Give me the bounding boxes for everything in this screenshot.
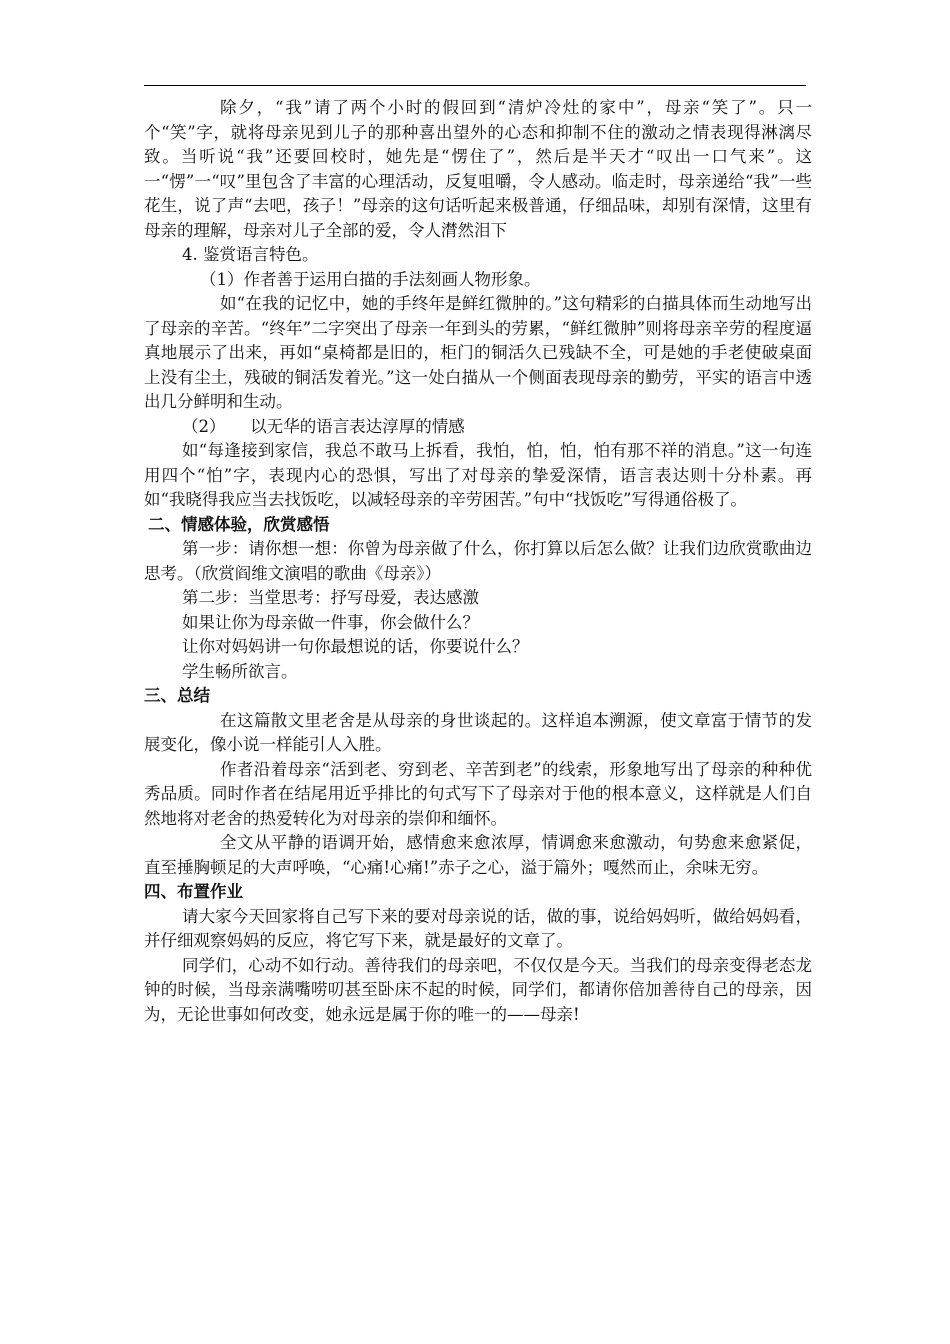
paragraph-simple-language-example: 如“每逢接到家信，我总不敢马上拆看，我怕，怕，怕，怕有那不祥的消息。”这一句连用四个“怕”字，表现内心的恐惧，写出了对母亲的挚爱深情，语言表达则十分朴素。再如“我晓得我应当去找饭吃，以减轻母亲的辛劳困苦。”句中“找饭吃”写得通俗极了。 <box>144 441 812 509</box>
question-two: 让你对妈妈讲一句你最想说的话，你要说什么？ <box>182 637 529 656</box>
subitem-2-simple-language: （2） 以无华的语言表达淳厚的情感 <box>182 416 465 436</box>
section-heading-homework: 四、布置作业 <box>144 882 243 901</box>
header-rule <box>144 85 806 86</box>
paragraph-students-speak: 学生畅所欲言。 <box>182 661 298 681</box>
section-heading-summary: 三、总结 <box>144 686 210 705</box>
paragraph-homework-2: 同学们，心动不如行动。善待我们的母亲吧，不仅仅是今天。当我们的母亲变得老态龙钟的时候，当母亲满嘴唠叨甚至卧床不起的时候，同学们，都请你倍加善待自己的母亲，因为，无论世事如何改变，她永远是属于你的唯一的——母亲! <box>144 955 812 1024</box>
paragraph-homework-1: 请大家今天回家将自己写下来的要对母亲说的话，做的事，说给妈妈听，做给妈妈看，并仔细观察妈妈的反应，将它写下来，就是最好的文章了。 <box>144 906 812 950</box>
paragraph-step-one: 第一步：请你想一想：你曾为母亲做了什么，你打算以后怎么做？让我们边欣赏歌曲边思考。（欣赏阎维文演唱的歌曲《母亲》） <box>144 539 812 583</box>
section-heading-emotional-experience: 二、情感体验，欣赏感悟 <box>148 514 330 534</box>
paragraph-mother-smile: 除夕，“我”请了两个小时的假回到“清炉冷灶的家中”，母亲“笑了”。只一个“笑”字，就将母亲见到儿子的那种喜出望外的心态和抑制不住的激动之情表现得淋漓尽致。当听说“我”还要回校时，她先是“愣住了”，然后是半天才“叹出一口气来”。这一“愣”一“叹”里包含了丰富的心理活动，反复咀嚼，令人感动。临走时，母亲递给“我”一些花生，说了声“去吧，孩子！”母亲的这句话听起来极普通，仔细品味，却别有深情，这里有母亲的理解，母亲对儿子全部的爱，令人潸然泪下 <box>144 98 812 240</box>
paragraph-plain-description-example: 如“在我的记忆中，她的手终年是鲜红微肿的。”这句精彩的白描具体而生动地写出了母亲的辛苦。“终年”二字突出了母亲一年到头的劳累，“鲜红微肿”则将母亲辛劳的程度逼真地展示了出来，再如“桌椅都是旧的，柜门的铜活久已残缺不全，可是她的手老使破桌面上没有尘土，残破的铜活发着光。”这一处白描从一个侧面表现母亲的勤劳，平实的语言中透出几分鲜明和生动。 <box>144 294 812 411</box>
paragraph-summary-1: 在这篇散文里老舍是从母亲的身世谈起的。这样追本溯源，使文章富于情节的发展变化，像小说一样能引人入胜。 <box>144 710 812 754</box>
paragraph-summary-3: 全文从平静的语调开始，感情愈来愈浓厚，情调愈来愈激动，句势愈来愈紧促，直至捶胸顿足的大声呼唤，“心痛!心痛!”赤子之心，溢于篇外；嘎然而止，余味无穷。 <box>144 833 812 877</box>
paragraph-step-two: 第二步：当堂思考：抒写母爱，表达感激 <box>182 588 479 607</box>
document-body <box>144 96 812 1027</box>
paragraph-summary-2: 作者沿着母亲“活到老、穷到老、辛苦到老”的线索，形象地写出了母亲的种种优秀品质。同时作者在结尾用近乎排比的句式写下了母亲对于他的根本意义，这样就是人们自然地将对老舍的热爱转化为对母亲的崇仰和缅怀。 <box>144 759 812 828</box>
subitem-1-plain-description: （1）作者善于运用白描的手法刻画人物形象。 <box>200 269 541 289</box>
item-4-language-features: 4. 鉴赏语言特色。 <box>182 245 319 264</box>
question-one: 如果让你为母亲做一件事，你会做什么？ <box>182 612 479 632</box>
